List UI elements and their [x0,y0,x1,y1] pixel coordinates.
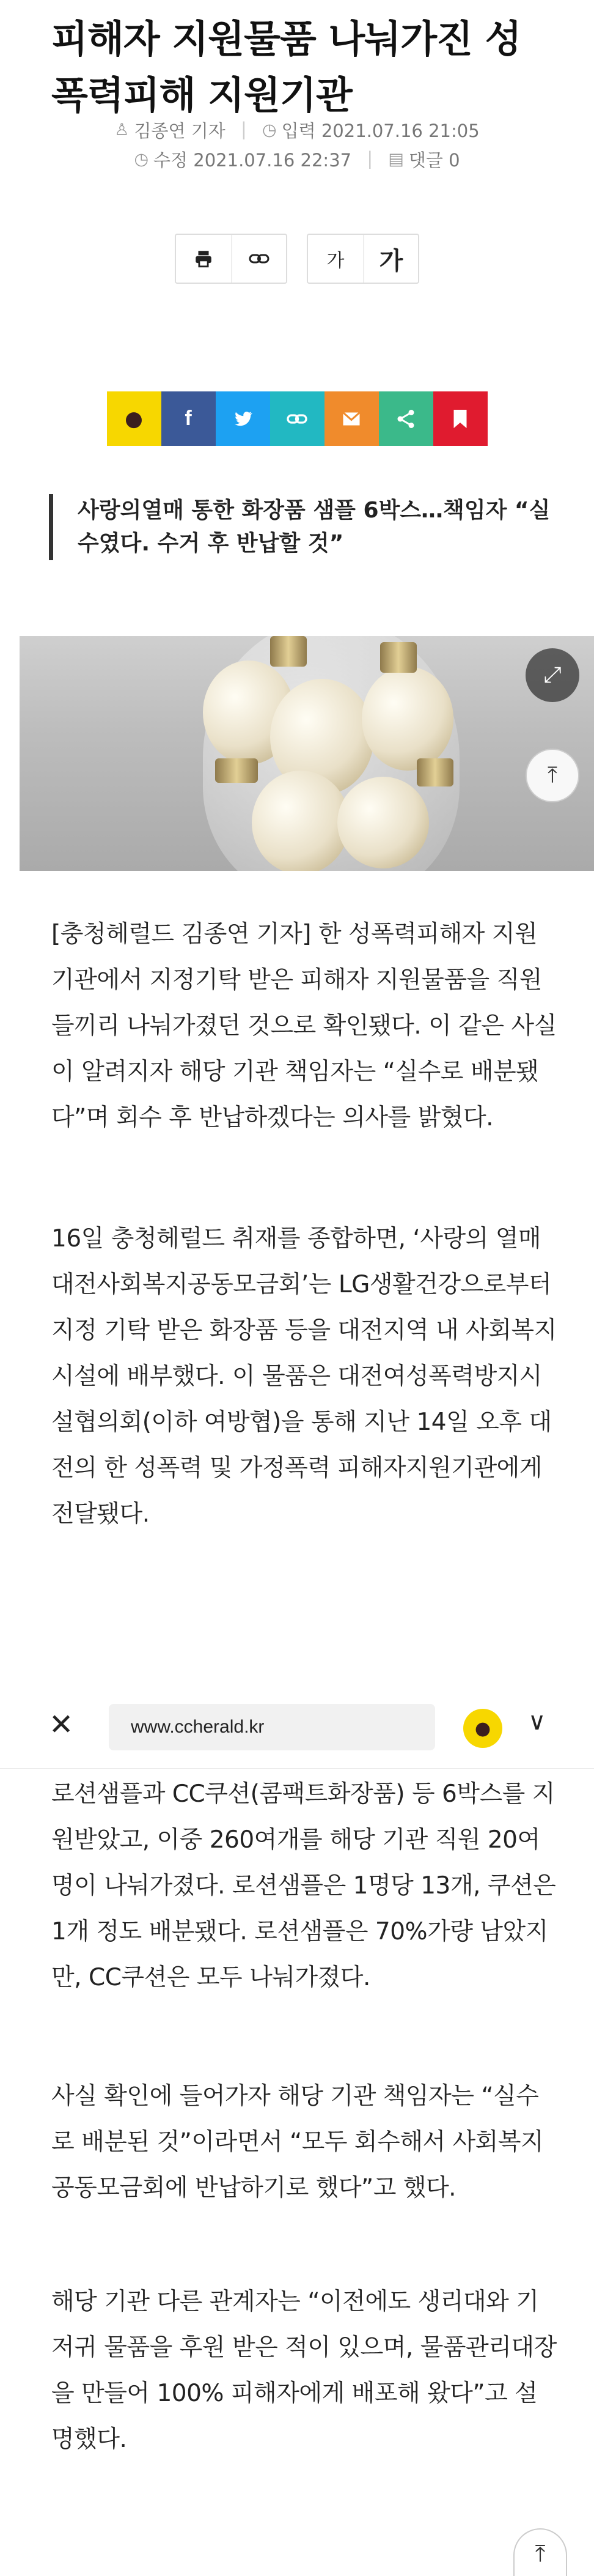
bookmark-button[interactable] [433,391,488,446]
twitter-share-button[interactable] [216,391,270,446]
published-info [262,117,480,142]
browser-toolbar [0,1689,594,1769]
article-paragraph: 16일 충청헤럴드 취재를 종합하면, ‘사랑의 열매 대전사회복지공동모금회’는 LG생활건강으로부터 지정 기탁 받은 화장품 등을 대전지역 내 사회복지시설에 배부했다. 이 물품은 대전여성폭력방지시설협의회(이하 여방협)을 통해 지난 14일 오후 대전의 한 성폭력 및 가정폭력 피해자지원기관에게 전달됐다. [51,1225,557,1528]
kakao-chat-icon: ● [474,1717,491,1739]
comment-count[interactable]: 댓글 0 [408,150,460,171]
scroll-top-button[interactable] [526,749,579,802]
article-photo [20,636,594,871]
article-paragraph: [충청헤럴드 김종연 기자] 한 성폭력피해자 지원기관에서 지정기탁 받은 피해자 지원물품을 직원들끼리 나눠가졌던 것으로 확인됐다. 이 같은 사실이 알려지자 해당 기관 책임자는 “실수로 배분됐다”며 회수 후 반납하겠다는 의사를 밝혔다. [51,920,557,1131]
chevron-down-icon: ∨ [528,1708,546,1736]
twitter-icon [232,408,254,430]
comment-icon: ▤ [388,150,404,169]
email-share-button[interactable] [324,391,379,446]
article-meta-line2 [0,147,594,172]
link-share-button[interactable] [270,391,324,446]
arrow-up-icon: ⤒ [535,2539,546,2567]
more-button[interactable] [528,1708,546,1736]
url-field[interactable]: www.ccherald.kr [109,1704,435,1750]
comments-info[interactable] [388,147,460,172]
meta-divider: | [367,148,373,169]
meta-divider: | [241,119,247,139]
bookmark-icon [451,408,469,430]
chat-bubble-icon: ● [125,406,143,431]
author-info [114,117,226,142]
facebook-icon: f [185,407,192,430]
print-link-group [175,234,287,284]
print-icon [193,248,214,269]
sample-cap [417,758,453,786]
kakao-chat-button[interactable] [463,1709,502,1748]
cosmetic-sample [337,777,429,868]
article-paragraph: 해당 기관 다른 관계자는 “이전에도 생리대와 기저귀 물품을 후원 받은 적이 있으며, 물품관리대장을 만들어 100% 피해자에게 배포해 왔다”고 설명했다. [51,2288,557,2453]
modified-date: 수정 2021.07.16 22:37 [153,150,352,171]
kakaotalk-share-button[interactable] [107,391,161,446]
font-size-group [307,234,419,284]
article-paragraph: 로션샘플과 CC쿠션(콤팩트화장품) 등 6박스를 지원받았고, 이중 260여개를 해당 기관 직원 20여명이 나눠가졌다. 로션샘플은 1명당 13개, 쿠션은 1개 정도 배분됐다. 로션샘플은 70%가량 남았지만, CC쿠션은 모두 나눠가졌다. [51,1780,556,1991]
share-more-button[interactable] [379,391,433,446]
article-meta-line1 [0,117,594,142]
published-date: 입력 2021.07.16 21:05 [281,120,480,141]
close-icon: ✕ [49,1708,74,1742]
facebook-share-button[interactable] [161,391,216,446]
mail-icon [340,408,362,430]
link-icon [248,248,270,270]
floating-scroll-top-button[interactable] [513,2528,567,2576]
article-tools [0,234,594,284]
clock-icon: ◷ [262,120,277,139]
sample-cap [380,642,417,673]
expand-icon: ⤢ [543,662,562,687]
user-icon: ♙ [114,120,130,139]
modified-info [134,147,351,172]
cosmetic-sample [252,771,350,871]
article-subtitle: 사랑의열매 통한 화장품 샘플 6박스…책임자 “실수였다. 수거 후 반납할 것” [49,494,556,560]
share-icon [395,408,417,430]
sample-cap [270,636,307,667]
font-increase-button[interactable]: 가 [363,235,418,283]
print-button[interactable] [176,235,231,283]
cosmetic-sample [362,667,453,771]
font-decrease-button[interactable]: 가 [326,250,345,272]
article-title: 피해자 지원물품 나눠가진 성폭력피해 지원기관 [51,17,521,117]
author-name: 김종연 기자 [134,120,226,141]
link-icon [286,408,308,430]
article-paragraph: 사실 확인에 들어가자 해당 기관 책임자는 “실수로 배분된 것”이라면서 “모두 회수해서 사회복지공동모금회에 반납하기로 했다”고 했다. [51,2082,544,2202]
sample-cap [215,758,258,783]
share-bar [0,391,594,446]
clock-icon: ◷ [134,150,149,169]
close-button[interactable] [49,1708,73,1742]
arrow-up-icon: ⤒ [548,763,557,788]
expand-photo-button[interactable] [526,648,579,702]
copy-link-button[interactable] [231,235,286,283]
